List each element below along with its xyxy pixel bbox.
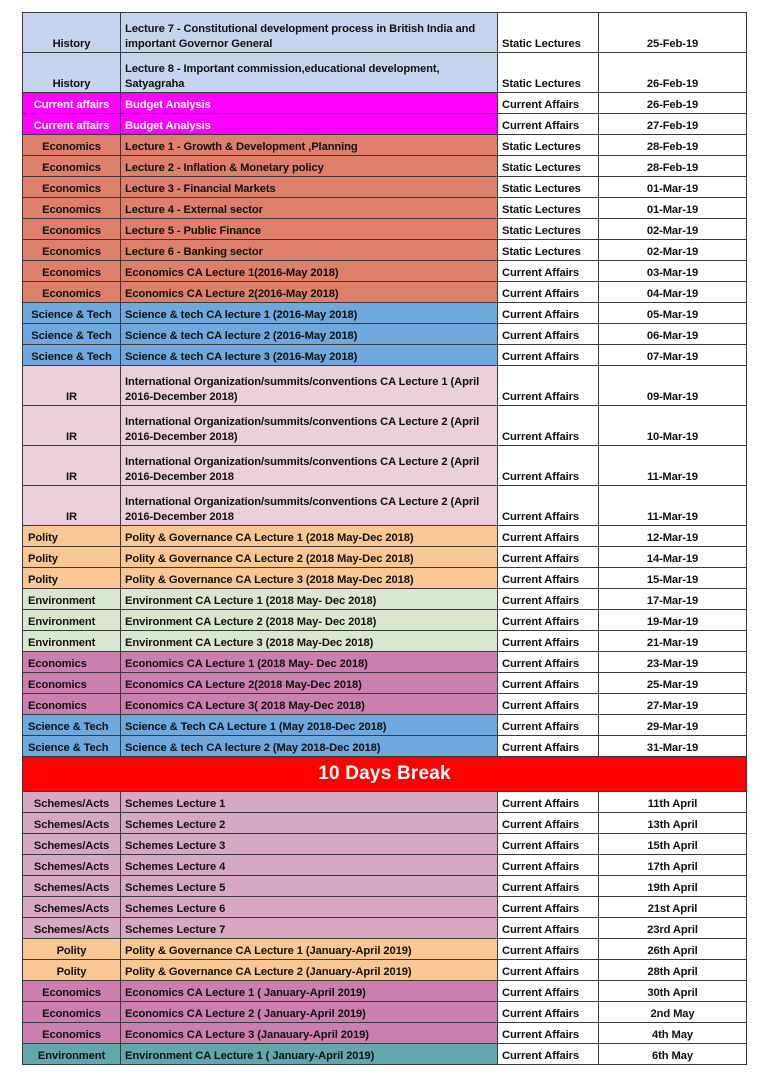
cell-topic: Polity & Governance CA Lecture 3 (2018 May-Dec 2018) [121, 568, 498, 589]
cell-topic: Lecture 1 - Growth & Development ,Planning [121, 135, 498, 156]
cell-topic: Budget Analysis [121, 93, 498, 114]
cell-date: 09-Mar-19 [599, 366, 747, 406]
cell-subject: Science & Tech [23, 324, 121, 345]
cell-lecture-type: Current Affairs [498, 261, 599, 282]
cell-topic: Environment CA Lecture 2 (2018 May- Dec 2018) [121, 610, 498, 631]
cell-subject: Environment [23, 610, 121, 631]
cell-subject: Polity [23, 960, 121, 981]
cell-lecture-type: Current Affairs [498, 918, 599, 939]
cell-subject: Economics [23, 156, 121, 177]
cell-subject: Science & Tech [23, 736, 121, 757]
table-row [23, 303, 747, 324]
table-row [23, 1002, 747, 1023]
cell-date: 17th April [599, 855, 747, 876]
cell-topic: Budget Analysis [121, 114, 498, 135]
cell-subject: Polity [23, 526, 121, 547]
cell-lecture-type: Current Affairs [498, 673, 599, 694]
cell-subject: Science & Tech [23, 303, 121, 324]
cell-date: 19th April [599, 876, 747, 897]
cell-lecture-type: Current Affairs [498, 446, 599, 486]
cell-date: 11-Mar-19 [599, 446, 747, 486]
cell-topic: Schemes Lecture 1 [121, 792, 498, 813]
cell-topic: Lecture 2 - Inflation & Monetary policy [121, 156, 498, 177]
cell-subject: History [23, 13, 121, 53]
cell-topic: Science & Tech CA Lecture 1 (May 2018-Dec 2018) [121, 715, 498, 736]
cell-date: 2nd May [599, 1002, 747, 1023]
cell-lecture-type: Current Affairs [498, 282, 599, 303]
cell-lecture-type: Current Affairs [498, 694, 599, 715]
cell-topic: International Organization/summits/conventions CA Lecture 1 (April 2016-December 2018) [121, 366, 498, 406]
cell-lecture-type: Current Affairs [498, 792, 599, 813]
cell-subject: Science & Tech [23, 345, 121, 366]
cell-subject: Economics [23, 981, 121, 1002]
table-row [23, 198, 747, 219]
cell-lecture-type: Current Affairs [498, 366, 599, 406]
table-row [23, 939, 747, 960]
cell-topic: Schemes Lecture 5 [121, 876, 498, 897]
cell-topic: Schemes Lecture 4 [121, 855, 498, 876]
cell-topic: Lecture 5 - Public Finance [121, 219, 498, 240]
cell-lecture-type: Static Lectures [498, 13, 599, 53]
cell-subject: Schemes/Acts [23, 855, 121, 876]
cell-lecture-type: Current Affairs [498, 1023, 599, 1044]
table-row [23, 834, 747, 855]
cell-date: 28-Feb-19 [599, 156, 747, 177]
cell-topic: Science & tech CA lecture 1 (2016-May 2018) [121, 303, 498, 324]
table-row [23, 324, 747, 345]
cell-lecture-type: Current Affairs [498, 736, 599, 757]
cell-lecture-type: Current Affairs [498, 715, 599, 736]
cell-date: 06-Mar-19 [599, 324, 747, 345]
cell-subject: Economics [23, 219, 121, 240]
cell-topic: Lecture 8 - Important commission,educational development, Satyagraha [121, 53, 498, 93]
cell-date: 13th April [599, 813, 747, 834]
cell-date: 25-Mar-19 [599, 673, 747, 694]
cell-topic: Lecture 7 - Constitutional development process in British India and important Governor General [121, 13, 498, 53]
cell-lecture-type: Static Lectures [498, 198, 599, 219]
cell-lecture-type: Current Affairs [498, 652, 599, 673]
cell-lecture-type: Static Lectures [498, 240, 599, 261]
table-row [23, 486, 747, 526]
cell-topic: Science & tech CA lecture 2 (May 2018-Dec 2018) [121, 736, 498, 757]
cell-subject: Polity [23, 939, 121, 960]
cell-date: 28th April [599, 960, 747, 981]
cell-lecture-type: Current Affairs [498, 981, 599, 1002]
cell-lecture-type: Current Affairs [498, 855, 599, 876]
cell-date: 27-Mar-19 [599, 694, 747, 715]
cell-subject: IR [23, 406, 121, 446]
schedule-sheet [22, 12, 746, 1065]
cell-date: 15th April [599, 834, 747, 855]
cell-lecture-type: Current Affairs [498, 876, 599, 897]
cell-lecture-type: Current Affairs [498, 897, 599, 918]
cell-date: 04-Mar-19 [599, 282, 747, 303]
table-row [23, 673, 747, 694]
cell-date: 31-Mar-19 [599, 736, 747, 757]
table-row [23, 135, 747, 156]
table-row [23, 610, 747, 631]
table-row [23, 876, 747, 897]
break-label: 10 Days Break [23, 757, 747, 792]
cell-lecture-type: Current Affairs [498, 1044, 599, 1065]
cell-topic: Environment CA Lecture 1 (2018 May- Dec 2018) [121, 589, 498, 610]
cell-topic: Schemes Lecture 3 [121, 834, 498, 855]
table-row [23, 813, 747, 834]
table-row [23, 631, 747, 652]
cell-subject: Economics [23, 673, 121, 694]
cell-date: 05-Mar-19 [599, 303, 747, 324]
table-row [23, 694, 747, 715]
table-row [23, 177, 747, 198]
cell-lecture-type: Current Affairs [498, 813, 599, 834]
cell-subject: Environment [23, 1044, 121, 1065]
cell-topic: Lecture 3 - Financial Markets [121, 177, 498, 198]
cell-topic: Economics CA Lecture 1 (2018 May- Dec 2018) [121, 652, 498, 673]
cell-date: 4th May [599, 1023, 747, 1044]
cell-subject: Economics [23, 694, 121, 715]
table-row [23, 589, 747, 610]
table-row [23, 446, 747, 486]
cell-date: 15-Mar-19 [599, 568, 747, 589]
break-row [23, 757, 747, 792]
cell-topic: Schemes Lecture 2 [121, 813, 498, 834]
cell-date: 25-Feb-19 [599, 13, 747, 53]
cell-topic: Lecture 4 - External sector [121, 198, 498, 219]
cell-subject: Economics [23, 177, 121, 198]
cell-subject: Schemes/Acts [23, 834, 121, 855]
cell-topic: Schemes Lecture 7 [121, 918, 498, 939]
cell-topic: Polity & Governance CA Lecture 2 (2018 May-Dec 2018) [121, 547, 498, 568]
cell-topic: International Organization/summits/conventions CA Lecture 2 (April 2016-December 2018 [121, 446, 498, 486]
cell-subject: Economics [23, 135, 121, 156]
table-row [23, 568, 747, 589]
cell-date: 23-Mar-19 [599, 652, 747, 673]
table-row [23, 792, 747, 813]
cell-topic: Economics CA Lecture 2 ( January-April 2019) [121, 1002, 498, 1023]
cell-lecture-type: Current Affairs [498, 610, 599, 631]
table-row [23, 53, 747, 93]
cell-topic: Economics CA Lecture 3( 2018 May-Dec 2018) [121, 694, 498, 715]
cell-lecture-type: Static Lectures [498, 53, 599, 93]
cell-subject: Current affairs [23, 93, 121, 114]
cell-subject: IR [23, 366, 121, 406]
cell-lecture-type: Current Affairs [498, 345, 599, 366]
cell-date: 23rd April [599, 918, 747, 939]
cell-topic: Polity & Governance CA Lecture 1 (January-April 2019) [121, 939, 498, 960]
cell-lecture-type: Current Affairs [498, 324, 599, 345]
cell-subject: Science & Tech [23, 715, 121, 736]
table-row [23, 1023, 747, 1044]
table-row [23, 240, 747, 261]
table-row [23, 219, 747, 240]
cell-date: 6th May [599, 1044, 747, 1065]
cell-date: 27-Feb-19 [599, 114, 747, 135]
cell-subject: Polity [23, 547, 121, 568]
schedule-table-body [23, 13, 747, 1065]
cell-date: 17-Mar-19 [599, 589, 747, 610]
cell-lecture-type: Current Affairs [498, 1002, 599, 1023]
cell-date: 07-Mar-19 [599, 345, 747, 366]
cell-lecture-type: Static Lectures [498, 156, 599, 177]
cell-subject: Economics [23, 1023, 121, 1044]
cell-date: 02-Mar-19 [599, 219, 747, 240]
cell-date: 28-Feb-19 [599, 135, 747, 156]
lecture-schedule-table [22, 12, 747, 1065]
table-row [23, 282, 747, 303]
table-row [23, 981, 747, 1002]
cell-date: 01-Mar-19 [599, 177, 747, 198]
cell-lecture-type: Current Affairs [498, 486, 599, 526]
table-row [23, 526, 747, 547]
cell-topic: Science & tech CA lecture 3 (2016-May 2018) [121, 345, 498, 366]
cell-lecture-type: Static Lectures [498, 219, 599, 240]
cell-date: 19-Mar-19 [599, 610, 747, 631]
cell-date: 29-Mar-19 [599, 715, 747, 736]
cell-date: 11-Mar-19 [599, 486, 747, 526]
cell-subject: Schemes/Acts [23, 918, 121, 939]
cell-date: 26-Feb-19 [599, 53, 747, 93]
cell-date: 03-Mar-19 [599, 261, 747, 282]
cell-lecture-type: Current Affairs [498, 631, 599, 652]
cell-topic: Schemes Lecture 6 [121, 897, 498, 918]
cell-lecture-type: Current Affairs [498, 960, 599, 981]
cell-subject: Economics [23, 261, 121, 282]
cell-lecture-type: Static Lectures [498, 135, 599, 156]
cell-lecture-type: Current Affairs [498, 303, 599, 324]
table-row [23, 1044, 747, 1065]
cell-lecture-type: Current Affairs [498, 834, 599, 855]
cell-date: 12-Mar-19 [599, 526, 747, 547]
table-row [23, 93, 747, 114]
cell-subject: Polity [23, 568, 121, 589]
table-row [23, 261, 747, 282]
cell-date: 02-Mar-19 [599, 240, 747, 261]
cell-lecture-type: Current Affairs [498, 526, 599, 547]
cell-subject: Current affairs [23, 114, 121, 135]
cell-subject: Environment [23, 589, 121, 610]
cell-topic: Economics CA Lecture 1(2016-May 2018) [121, 261, 498, 282]
table-row [23, 406, 747, 446]
cell-subject: Schemes/Acts [23, 792, 121, 813]
cell-subject: History [23, 53, 121, 93]
cell-topic: Environment CA Lecture 3 (2018 May-Dec 2018) [121, 631, 498, 652]
cell-topic: Economics CA Lecture 1 ( January-April 2019) [121, 981, 498, 1002]
cell-topic: Polity & Governance CA Lecture 2 (January-April 2019) [121, 960, 498, 981]
cell-lecture-type: Static Lectures [498, 177, 599, 198]
cell-lecture-type: Current Affairs [498, 93, 599, 114]
table-row [23, 13, 747, 53]
cell-lecture-type: Current Affairs [498, 939, 599, 960]
cell-date: 30th April [599, 981, 747, 1002]
cell-lecture-type: Current Affairs [498, 589, 599, 610]
cell-topic: International Organization/summits/conventions CA Lecture 2 (April 2016-December 2018 [121, 486, 498, 526]
cell-date: 01-Mar-19 [599, 198, 747, 219]
cell-date: 26-Feb-19 [599, 93, 747, 114]
table-row [23, 345, 747, 366]
cell-lecture-type: Current Affairs [498, 114, 599, 135]
cell-subject: Economics [23, 652, 121, 673]
cell-subject: Economics [23, 240, 121, 261]
cell-date: 11th April [599, 792, 747, 813]
cell-topic: Lecture 6 - Banking sector [121, 240, 498, 261]
cell-topic: Environment CA Lecture 1 ( January-April 2019) [121, 1044, 498, 1065]
cell-subject: Environment [23, 631, 121, 652]
cell-subject: Economics [23, 198, 121, 219]
cell-topic: Economics CA Lecture 2(2018 May-Dec 2018) [121, 673, 498, 694]
cell-lecture-type: Current Affairs [498, 406, 599, 446]
cell-date: 26th April [599, 939, 747, 960]
cell-topic: Economics CA Lecture 2(2016-May 2018) [121, 282, 498, 303]
table-row [23, 715, 747, 736]
cell-subject: Schemes/Acts [23, 813, 121, 834]
cell-subject: Schemes/Acts [23, 876, 121, 897]
cell-subject: IR [23, 486, 121, 526]
table-row [23, 652, 747, 673]
table-row [23, 156, 747, 177]
cell-subject: IR [23, 446, 121, 486]
cell-topic: Economics CA Lecture 3 (Janauary-April 2019) [121, 1023, 498, 1044]
cell-lecture-type: Current Affairs [498, 568, 599, 589]
table-row [23, 114, 747, 135]
cell-lecture-type: Current Affairs [498, 547, 599, 568]
table-row [23, 366, 747, 406]
cell-subject: Schemes/Acts [23, 897, 121, 918]
cell-date: 10-Mar-19 [599, 406, 747, 446]
table-row [23, 736, 747, 757]
cell-date: 21-Mar-19 [599, 631, 747, 652]
table-row [23, 918, 747, 939]
table-row [23, 547, 747, 568]
table-row [23, 960, 747, 981]
cell-topic: International Organization/summits/conventions CA Lecture 2 (April 2016-December 2018) [121, 406, 498, 446]
cell-subject: Economics [23, 282, 121, 303]
cell-topic: Polity & Governance CA Lecture 1 (2018 May-Dec 2018) [121, 526, 498, 547]
cell-topic: Science & tech CA lecture 2 (2016-May 2018) [121, 324, 498, 345]
cell-subject: Economics [23, 1002, 121, 1023]
cell-date: 14-Mar-19 [599, 547, 747, 568]
table-row [23, 855, 747, 876]
table-row [23, 897, 747, 918]
cell-date: 21st April [599, 897, 747, 918]
